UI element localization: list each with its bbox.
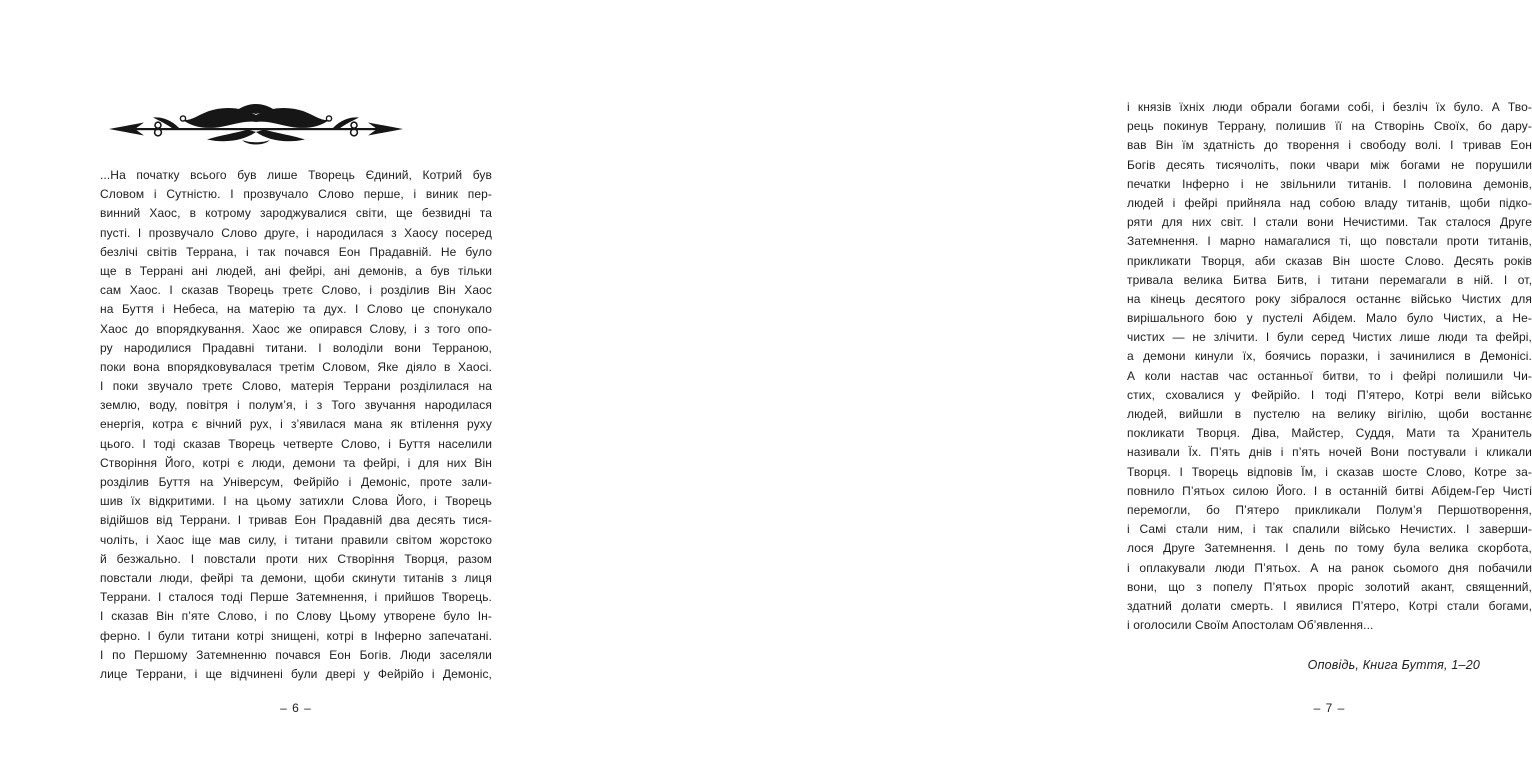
text-line: вирішального бою у пустелі Абідем. Мало було Чистих, а Не- [1127,311,1532,326]
text-line: рець покинув Террану, полишив її на Створінь Своїх, бо дару- [1127,119,1532,134]
text-line: відійшов від Террани. І тривав Еон Прадавній два десять тися- [100,513,492,528]
text-line: І по Першому Затемненню почався Еон Богів. Люди заселяли [100,647,492,662]
text-line: Створіння Його, котрі є люди, демони та фейрі, і для них Він [100,455,492,470]
text-line: чистих — не злічити. І були серед Чистих лише люди та фейрі, [1127,330,1532,345]
text-line: стих, сховалися у Фейрійо. І тоді П’ятеро, Котрі вели військо [1127,387,1532,402]
text-line: А коли настав час останньої битви, то і фейрі полишили Чи- [1127,368,1532,383]
text-line: Богів десять тисячоліть, поки чвари між богами не порушили [1127,157,1532,172]
page-number-left: – 6 – [280,701,312,715]
right-page-text [1127,98,1532,635]
left-page-text [100,166,492,684]
text-line: і оголосили Своїм Апостолам Об’явлення... [1127,618,1374,633]
text-line: а демони кинули їх, боячись поразки, і зачинилися в Демонісі. [1127,349,1532,364]
text-line: на кінець десятого року зібралося останнє військо Чистих для [1127,291,1532,306]
text-line: І сказав Він п’яте Слово, і по Слову Цьому утворене було Ін- [100,609,492,624]
text-line: вони, що з попелу П’ятьох проріс золотий акант, священний, [1127,579,1532,594]
text-line: цього. І тоді сказав Творець четверте Слово, і Буття населили [100,436,492,451]
text-line: ряти для них світ. І стали вони Нечистими. Так сталося Друге [1127,215,1532,230]
text-line: поки вона впорядковувалася третім Словом, Яке діяло в Хаосі. [100,359,492,374]
text-line: ...На початку всього був лише Творець Єдиний, Котрий був [100,168,492,182]
text-line: Хаос до впорядкування. Хаос же опирався Слову, і з того опо- [100,321,492,336]
text-line: землю, воду, повітря і полум’я, і з Того звучання народилася [100,398,492,413]
page-right [525,0,1532,761]
text-line: винний Хаос, в котрому зароджувалися світи, ще безвидні та [100,206,492,221]
text-line: вав Він їм здатність до творення і свободу волі. І тривав Еон [1127,138,1532,153]
text-line: сам Хаос. І сказав Творець третє Слово, і розділив Він Хаос [100,283,492,298]
scripture-attribution: Оповідь, Книга Буття, 1–20 [1307,658,1480,672]
text-line: Творця. І Творець відповів Їм, і сказав шосте Слово, Котре за- [1127,464,1532,479]
text-line: прикликати Творця, аби сказав Він шосте Слово. Десять років [1127,253,1532,268]
text-line: тривала велика Битва Битв, і титани перемагали в ній. І от, [1127,272,1532,287]
text-line: і оплакували люди П’ятьох. А на ранок сьомого дня побачили [1127,560,1532,575]
text-line: називали Їх. П’ять днів і п’ять ночей Вони постували і кликали [1127,445,1532,460]
text-line: лице Террани, і ще відчинені були двері у Фейрійо і Демоніс, [100,666,492,681]
text-line: Затемнення. І марно намагалися ті, що повстали проти титанів, [1127,234,1532,249]
text-line: Словом і Сутністю. І прозвучало Слово перше, і виник пер- [100,187,492,202]
text-line: лося Друге Затемнення. І день по тому була велика скорбота, [1127,541,1532,556]
page-left [0,0,525,761]
text-line: ру народилися Прадавні титани. І володіли вони Терраною, [100,340,492,355]
text-line: і Самі стали ним, і так спалили військо Нечистих. І заверши- [1127,522,1532,537]
text-line: й безжально. І повстали проти них Створіння Творця, разом [100,551,492,566]
text-line: покликати Творця. Діва, Майстер, Суддя, Мати та Хранитель [1127,426,1532,441]
text-line: печатки Інферно і не звільнили титанів. І половина демонів, [1127,176,1532,191]
text-line: Террани. І сталося тоді Перше Затемнення, і прийшов Творець. [100,590,492,605]
text-line: здатний долати смерть. І явилися П’ятеро, Котрі стали богами, [1127,598,1532,613]
text-line: ферно. І були титани котрі знищені, котрі в Інферно запечатані. [100,628,492,643]
text-line: перемогли, бо П’ятеро прикликали Полум’я Першотворення, [1127,502,1532,517]
text-line: І поки звучало третє Слово, матерія Террани розділилася на [100,379,492,394]
spear-and-acanthus-divider-icon [108,101,404,151]
text-line: ще в Террані ані людей, ані фейрі, ані демонів, а був тільки [100,263,492,278]
text-line: безлічі світів Террана, і так почався Еон Прадавній. Не було [100,244,492,259]
text-line: розділив Буття на Універсум, Фейрійо і Демоніс, проте зали- [100,475,492,489]
text-line: людей і фейрі прийняла над собою владу титанів, щоби підко- [1127,195,1532,210]
page-number-right: – 7 – [1313,701,1346,715]
text-line: пусті. І прозвучало Слово друге, і народилася з Хаосу посеред [100,225,492,240]
text-line: і князів їхніх люди обрали богами собі, і безліч їх було. А Тво- [1127,100,1532,114]
text-line: шив їх відкритими. І на цьому затихли Слова Його, і Творець [100,494,492,509]
text-line: на Буття і Небеса, на матерію та дух. І Слово це спонукало [100,302,492,317]
text-line: чоліть, і Хаос іще мав силу, і титани правили світом жорстоко [100,532,492,547]
text-line: повнило П’ятьох силою Його. І в останній битві Абідем-Гер Чисті [1127,483,1532,498]
text-line: людей, вийшли в пустелю на велику вігілію, щоби востаннє [1127,407,1532,421]
text-line: енергія, котра є вічний рух, і з’явилася мана як втілення руху [100,417,492,432]
text-line: повстали люди, фейрі та демони, щоби скинути титанів з лиця [100,570,492,585]
